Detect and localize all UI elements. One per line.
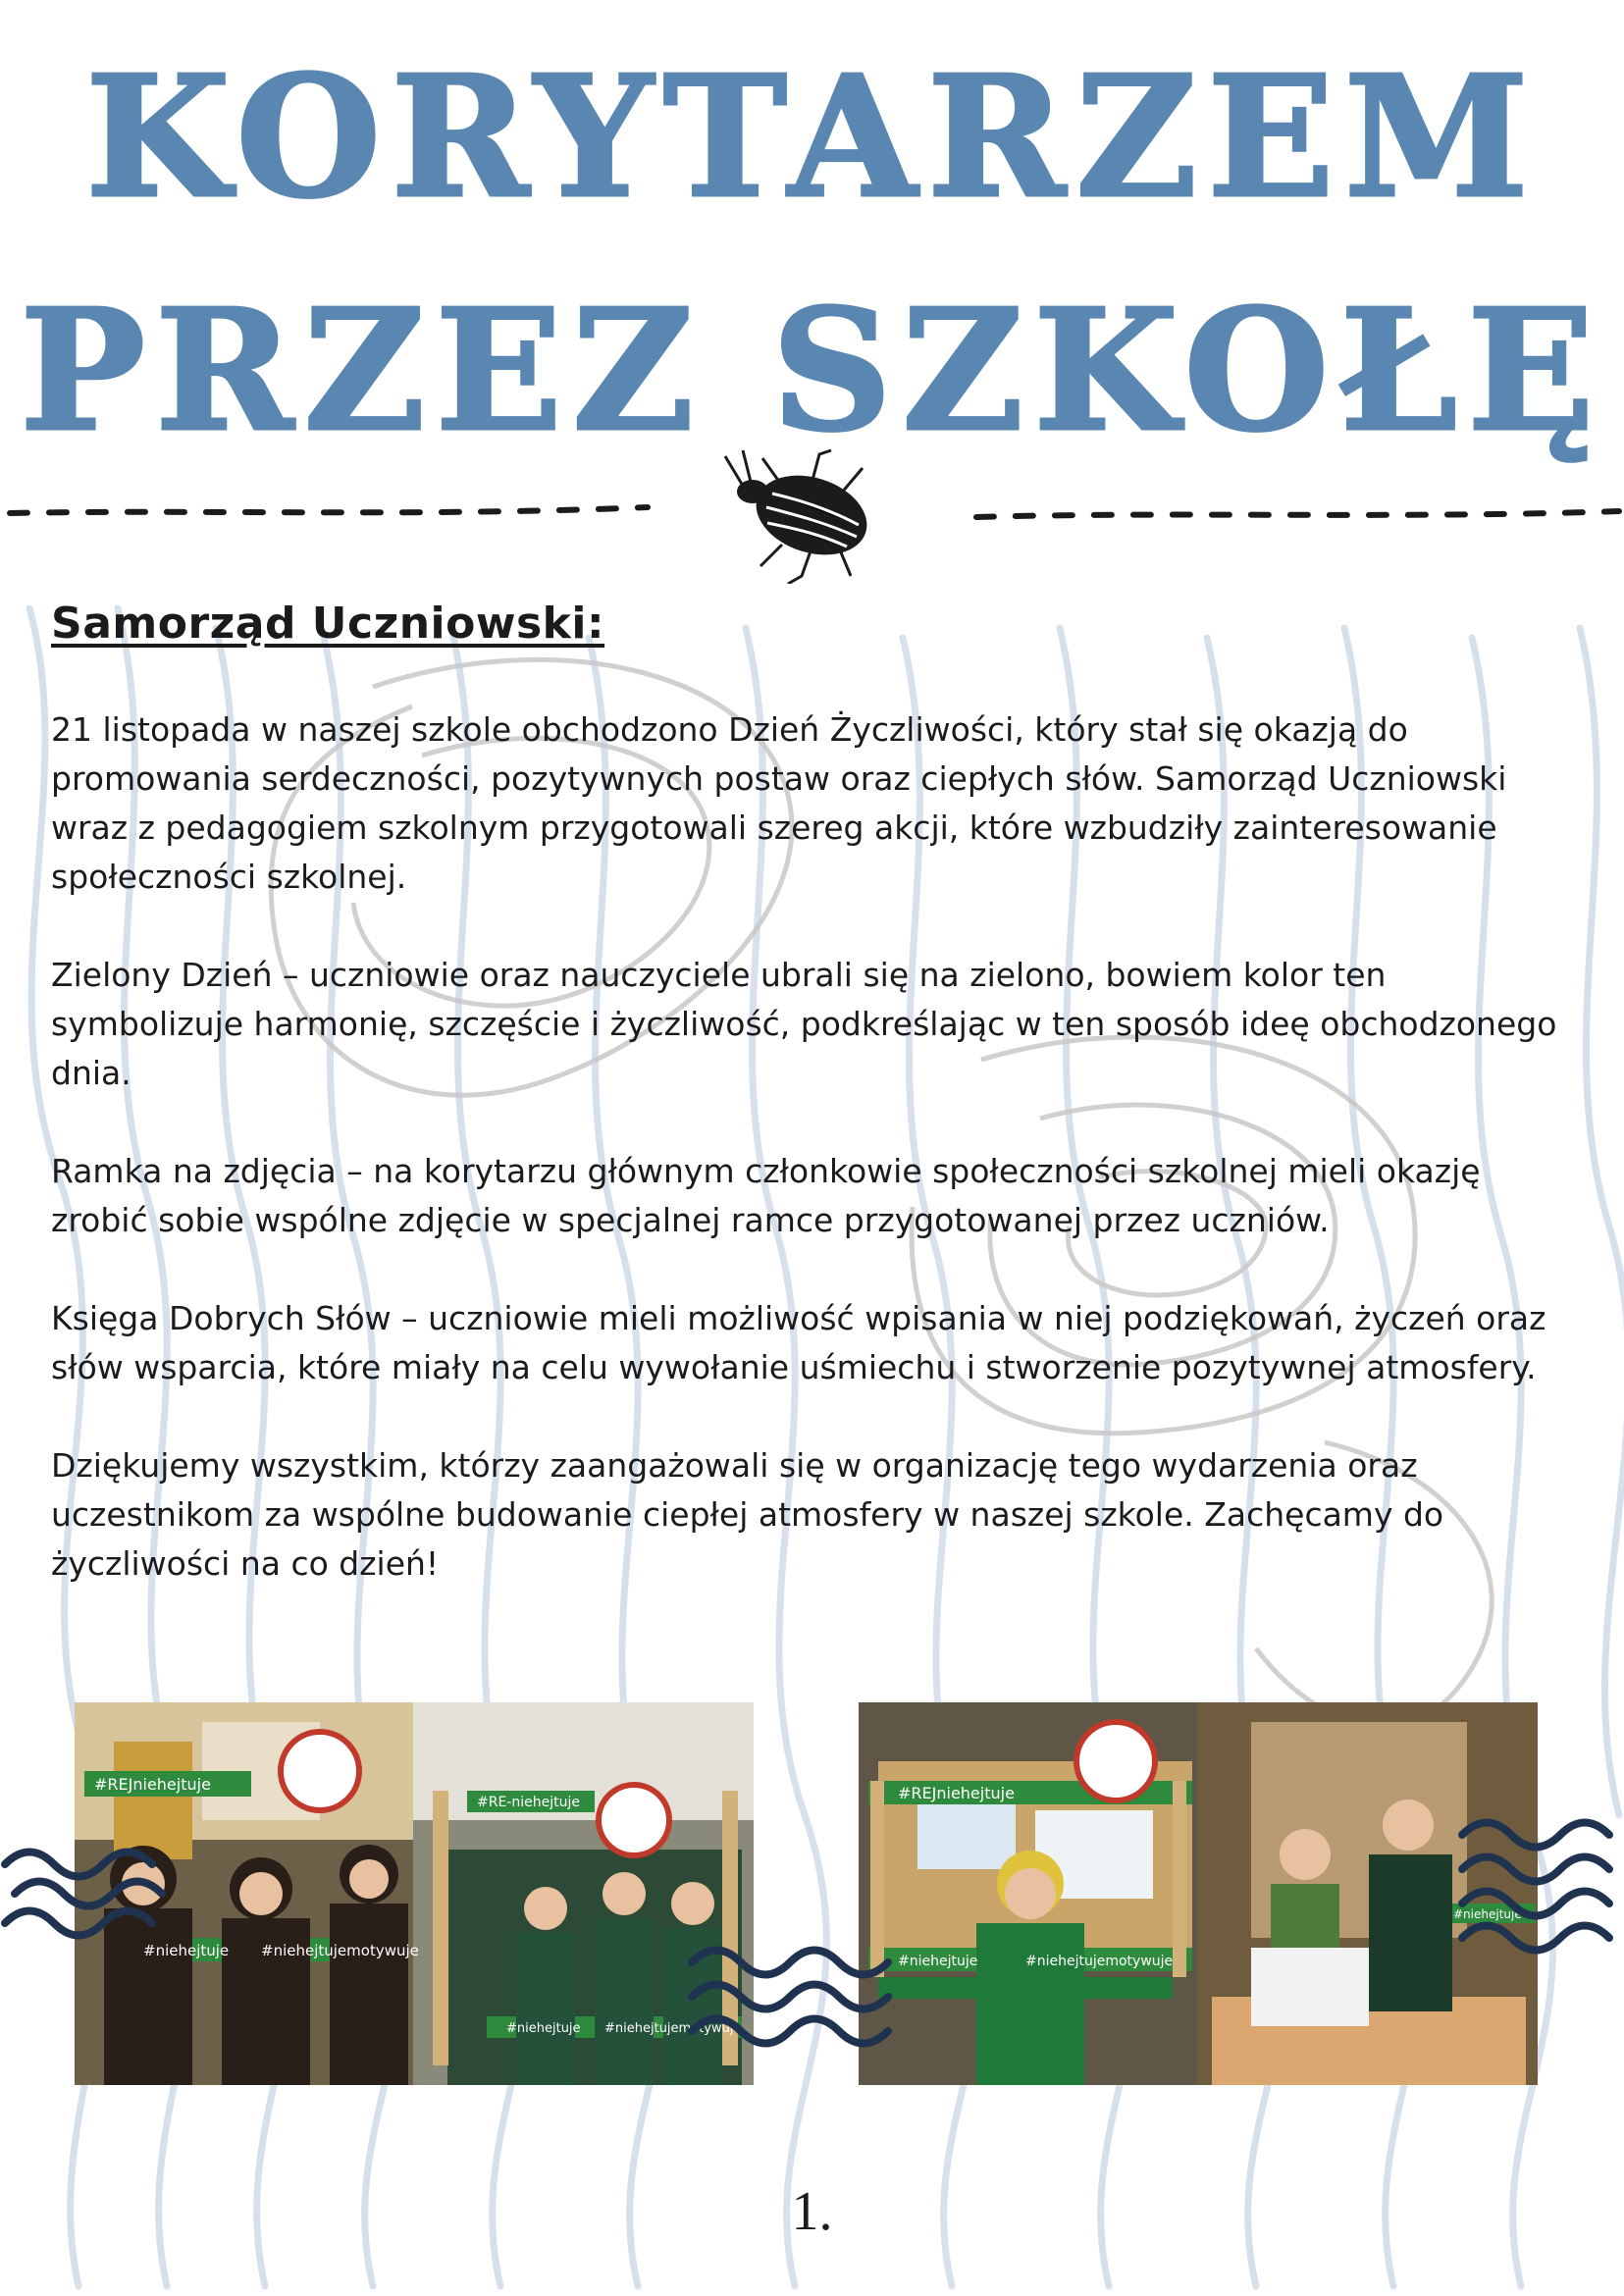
frame-label: #RE-niehejtuje (477, 1795, 580, 1810)
frame-label: #REJniehejtuje (94, 1775, 211, 1794)
frame-label: #niehejtujemotywuje (604, 2021, 742, 2036)
frame-label: #niehejtujemotywuje (261, 1942, 419, 1959)
article-paragraph-intro: 21 listopada w naszej szkole obchodzono Dzień Życzliwości, który stał się okazją do promowania serdeczności, pozytywnych postaw oraz ciepłych słów. Samorząd Uczniowski wraz z pedagogiem szkolnym przygotowali szereg akcji, które wzbudziły zainteresowanie społeczności szkolnej. (51, 710, 1507, 896)
frame-label: #niehejtuje (1453, 1907, 1522, 1921)
page-title-line-1: KORYTARZEM (85, 39, 1539, 235)
article-paragraph-photo-frame: Ramka na zdjęcia – na korytarzu głównym członkowie społeczności szkolnej mieli okazję zrobić sobie wspólne zdjęcie w specjalnej ramce przygotowanej przez uczniów. (51, 1152, 1481, 1239)
frame-label: #niehejtuje (143, 1942, 230, 1959)
photo-collage-right (859, 1702, 1538, 2085)
article (51, 599, 1582, 1638)
title-divider (0, 446, 1624, 584)
frame-label: #niehejtuje (506, 2021, 581, 2036)
frame-label: #REJniehejtuje (898, 1784, 1015, 1802)
wave-decoration-left (0, 1815, 177, 1972)
article-paragraph-good-words-book: Księga Dobrych Słów – uczniowie mieli możliwość wpisania w niej podziękowań, życzeń oraz słów wsparcia, które miały na celu wywołanie uśmiechu i stworzenie pozytywnej atmosfery. (51, 1299, 1546, 1386)
page-number: 1. (791, 2181, 833, 2242)
page-title-line-2: PRZEZ SZKOŁĘ (20, 273, 1604, 469)
article-paragraph-green-day: Zielony Dzień – uczniowie oraz nauczyciele ubrali się na zielono, bowiem kolor ten symbolizuje harmonię, szczęście i życzliwość, podkreślając w ten sposób ideę obchodzonego dnia. (51, 956, 1557, 1092)
beetle-icon (725, 450, 877, 584)
wave-decoration-center (687, 1923, 913, 2080)
frame-label: #niehejtuje (898, 1954, 978, 1969)
frame-label: #niehejtujemotywuje (1025, 1954, 1174, 1969)
article-heading: Samorząd Uczniowski: (51, 599, 605, 649)
wave-decoration-right (1452, 1796, 1624, 1962)
article-paragraph-thanks: Dziękujemy wszystkim, którzy zaangażowali się w organizację tego wydarzenia oraz uczestnikom za wspólne budowanie ciepłej atmosfery w naszej szkole. Zachęcamy do życzliwości na co dzień! (51, 1446, 1444, 1583)
